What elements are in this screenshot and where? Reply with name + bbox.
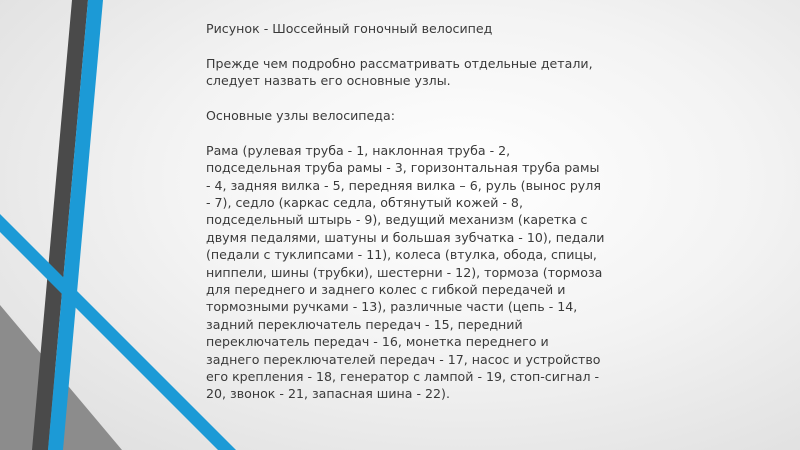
intro-paragraph: Прежде чем подробно рассматривать отдельные детали, следует назвать его основные узлы. [206, 55, 593, 89]
slide-title: Рисунок - Шоссейный гоночный велосипед [206, 21, 493, 36]
slide-content [206, 20, 606, 403]
section-subheading: Основные узлы велосипеда: [206, 108, 395, 123]
body-paragraph: Рама (рулевая труба - 1, наклонная труба - 2, подседельная труба рамы - 3, горизонтальная труба рамы - 4, задняя вилка - 5, передняя вилка – 6, руль (вынос руля - 7), седло (каркас седла, обтянутый кожей - 8, подседельный штырь - 9), ведущий механизм (каретка с двумя педалями, шатуны и большая зубчатка - 10), педали (педали с туклипсами - 11), колеса (втулка, обода, спицы, ниппели, шины (трубки), шестерни - 12), тормоза (тормоза для переднего и заднего колес с гибкой передачей и тормозными ручками - 13), различные части (цепь - 14, задний переключатель передач - 15, передний переключатель передач - 16, монетка переднего и заднего переключателей передач - 17, насос и устройство его крепления - 18, генератор с лампой - 19, стоп-сигнал - 20, звонок - 21, запасная шина - 22). [206, 142, 605, 402]
